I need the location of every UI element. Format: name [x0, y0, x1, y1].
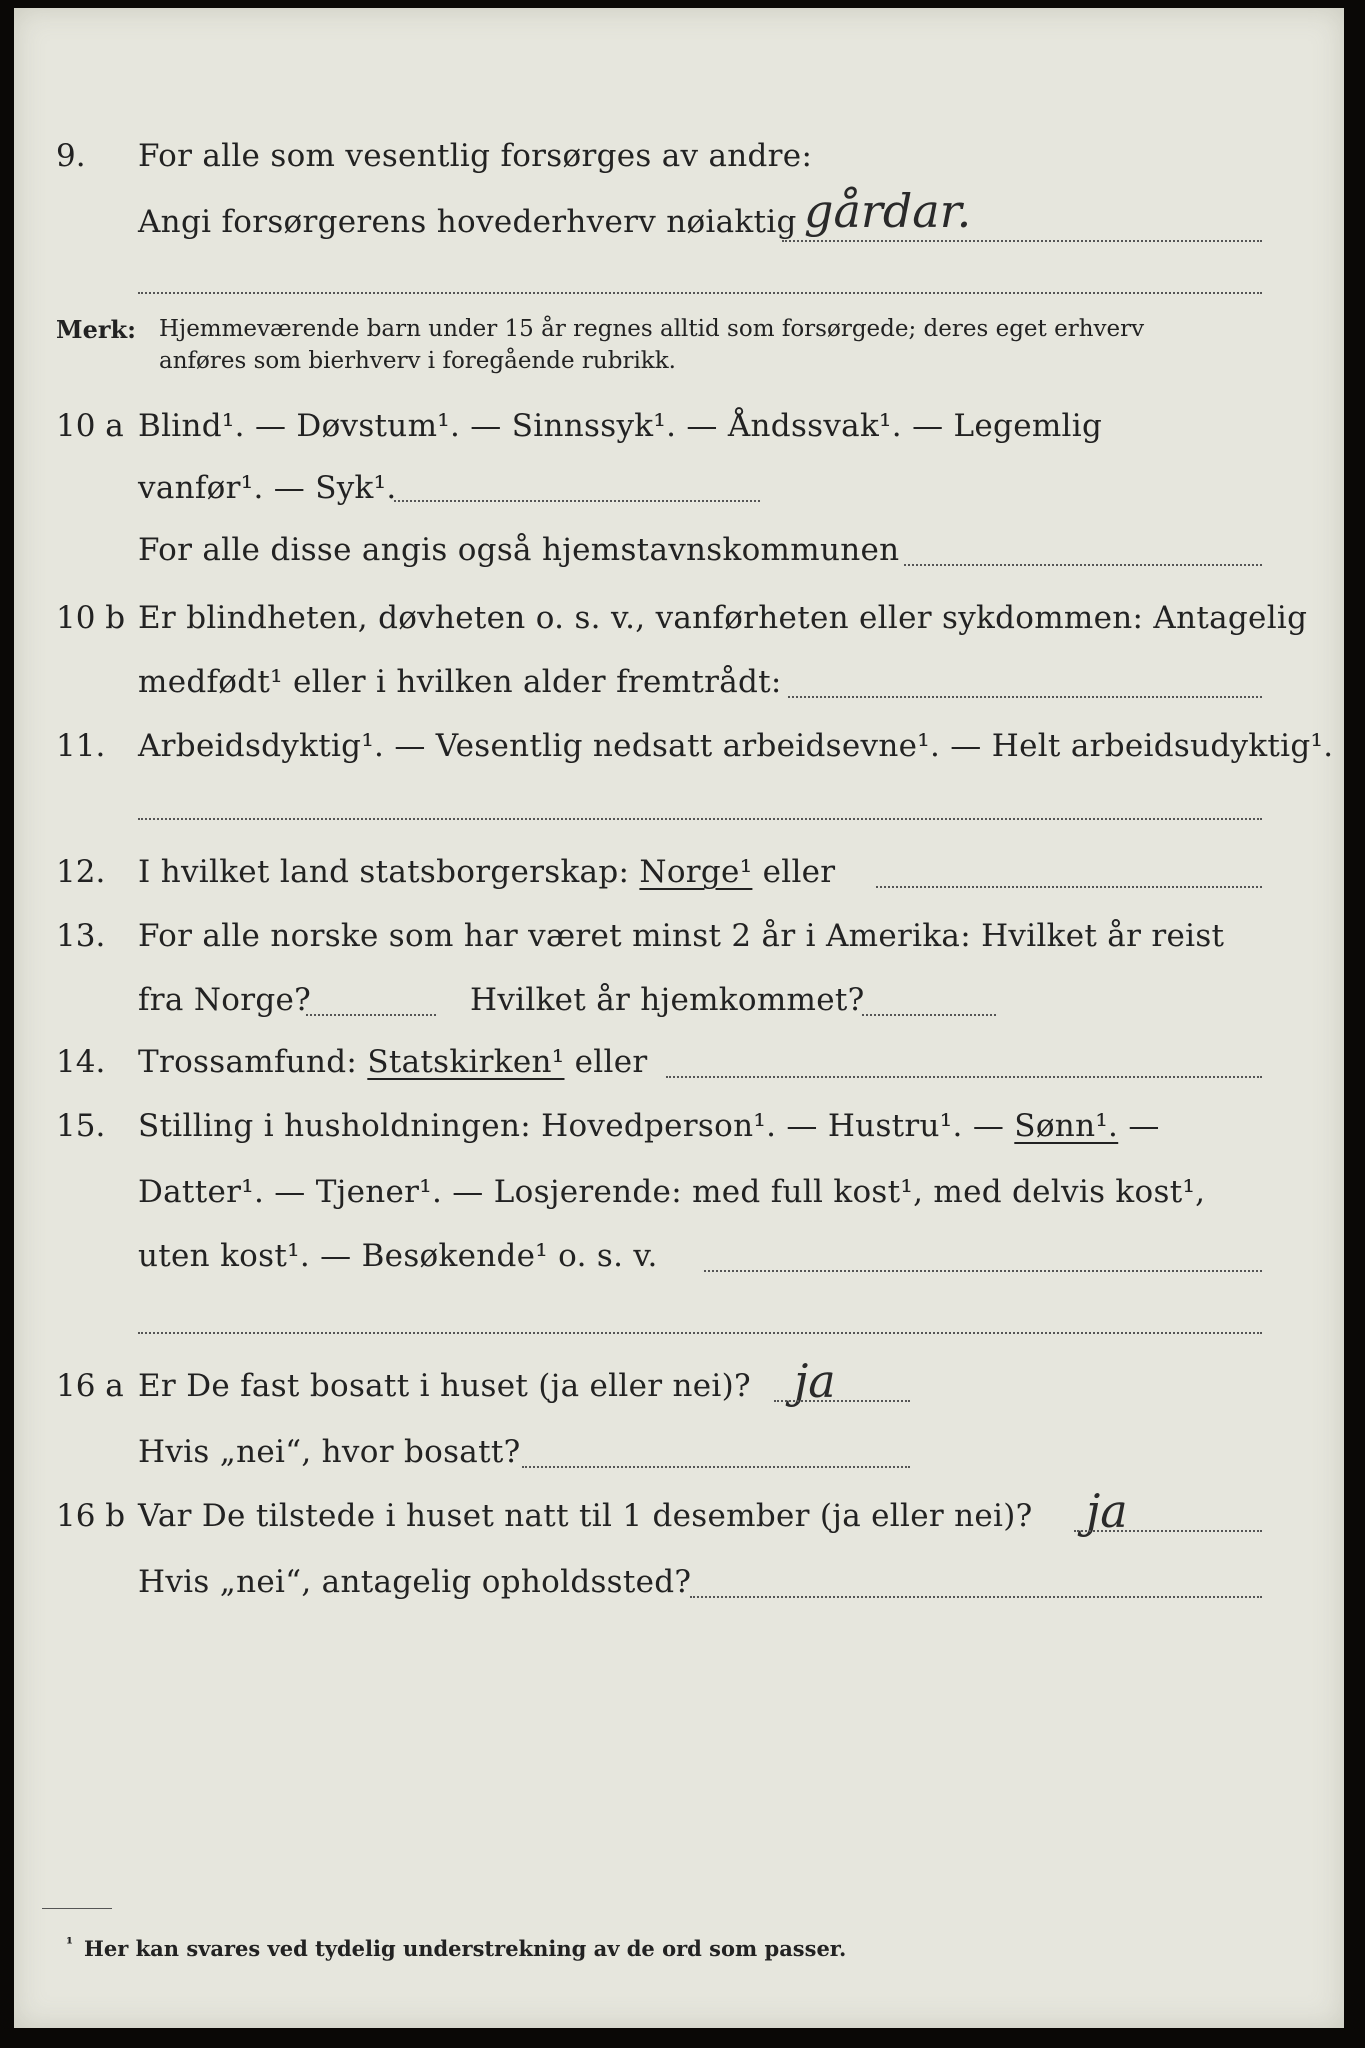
- question-text-suffix: eller: [762, 854, 836, 890]
- question-number: 11.: [56, 728, 106, 764]
- answer-line[interactable]: [704, 1270, 1262, 1272]
- question-text-prefix: Stilling i husholdningen: Hovedperson¹. — Hustru¹. —: [138, 1108, 1005, 1144]
- question-number: 12.: [56, 854, 106, 890]
- question-text: uten kost¹. — Besøkende¹ o. s. v.: [138, 1238, 658, 1274]
- handwritten-answer: ja: [794, 1354, 836, 1408]
- question-text: Var De tilstede i huset natt til 1 desember (ja eller nei)?: [138, 1498, 1033, 1534]
- question-text-suffix: eller: [574, 1044, 648, 1080]
- answer-line[interactable]: [862, 1014, 996, 1016]
- answer-line[interactable]: [782, 240, 1262, 242]
- question-number: 9.: [56, 138, 86, 174]
- question-text: Er blindheten, døvheten o. s. v., vanførheten eller sykdommen: Antagelig: [138, 600, 1308, 636]
- answer-line[interactable]: [690, 1596, 1262, 1598]
- answer-line[interactable]: [666, 1076, 1262, 1078]
- question-text: medfødt¹ eller i hvilken alder fremtrådt:: [138, 664, 782, 700]
- question-text-prefix: Trossamfund:: [138, 1044, 358, 1080]
- question-number: 15.: [56, 1108, 106, 1144]
- answer-line[interactable]: [904, 564, 1262, 566]
- question-text: fra Norge?: [138, 982, 312, 1018]
- answer-line[interactable]: [876, 886, 1262, 888]
- footnote-text: Her kan svares ved tydelig understrekning av de ord som passer.: [84, 1936, 847, 1961]
- question-text: Hvilket år hjemkommet?: [470, 982, 865, 1018]
- question-text: For alle norske som har været minst 2 år i Amerika: Hvilket år reist: [138, 918, 1225, 954]
- answer-line[interactable]: [774, 1400, 910, 1402]
- question-text: Angi forsørgerens hovederhverv nøiaktig: [138, 204, 797, 240]
- question-text-prefix: I hvilket land statsborgerskap:: [138, 854, 630, 890]
- question-text: Er De fast bosatt i huset (ja eller nei)?: [138, 1368, 751, 1404]
- handwritten-answer: ja: [1086, 1484, 1128, 1538]
- question-text: For alle disse angis også hjemstavnskommunen: [138, 532, 900, 568]
- question-text: [138, 854, 835, 890]
- underlined-choice[interactable]: Statskirken¹: [367, 1044, 565, 1080]
- answer-line[interactable]: [138, 818, 1262, 820]
- answer-line[interactable]: [522, 1466, 910, 1468]
- answer-line[interactable]: [788, 696, 1262, 698]
- handwritten-answer: gårdar.: [804, 184, 972, 238]
- question-text: [138, 1108, 1160, 1144]
- answer-line[interactable]: [394, 500, 760, 502]
- question-text: For alle som vesentlig forsørges av andre:: [138, 138, 813, 174]
- answer-line[interactable]: [1074, 1530, 1262, 1532]
- question-number: 16 a: [56, 1368, 124, 1404]
- question-text: vanfør¹. — Syk¹.: [138, 470, 397, 506]
- question-number: 13.: [56, 918, 106, 954]
- answer-line[interactable]: [138, 1332, 1262, 1334]
- answer-line[interactable]: [306, 1014, 436, 1016]
- question-number: 10 a: [56, 408, 124, 444]
- question-number: 14.: [56, 1044, 106, 1080]
- question-text: Datter¹. — Tjener¹. — Losjerende: med full kost¹, med delvis kost¹,: [138, 1174, 1206, 1210]
- question-text: Arbeidsdyktig¹. — Vesentlig nedsatt arbeidsevne¹. — Helt arbeidsudyktig¹.: [138, 728, 1334, 764]
- note-text: Hjemmeværende barn under 15 år regnes alltid som forsørgede; deres eget erhverv: [159, 316, 1145, 342]
- question-number: 16 b: [56, 1498, 126, 1534]
- underlined-choice[interactable]: Norge¹: [639, 854, 753, 890]
- footnote-rule: [42, 1908, 112, 1909]
- question-text: Blind¹. — Døvstum¹. — Sinnssyk¹. — Åndssvak¹. — Legemlig: [138, 408, 1103, 444]
- question-text: [138, 1044, 648, 1080]
- question-text-suffix: —: [1128, 1108, 1160, 1144]
- answer-line[interactable]: [138, 292, 1262, 294]
- note-text: anføres som bierhverv i foregående rubrikk.: [159, 348, 676, 374]
- note-label: Merk:: [56, 315, 136, 344]
- footnote-mark: ¹: [66, 1934, 74, 1953]
- census-form-page: [14, 8, 1344, 2028]
- question-number: 10 b: [56, 600, 126, 636]
- underlined-choice[interactable]: Sønn¹.: [1014, 1108, 1119, 1144]
- question-text: Hvis „nei“, hvor bosatt?: [138, 1434, 521, 1470]
- question-text: Hvis „nei“, antagelig opholdssted?: [138, 1564, 692, 1600]
